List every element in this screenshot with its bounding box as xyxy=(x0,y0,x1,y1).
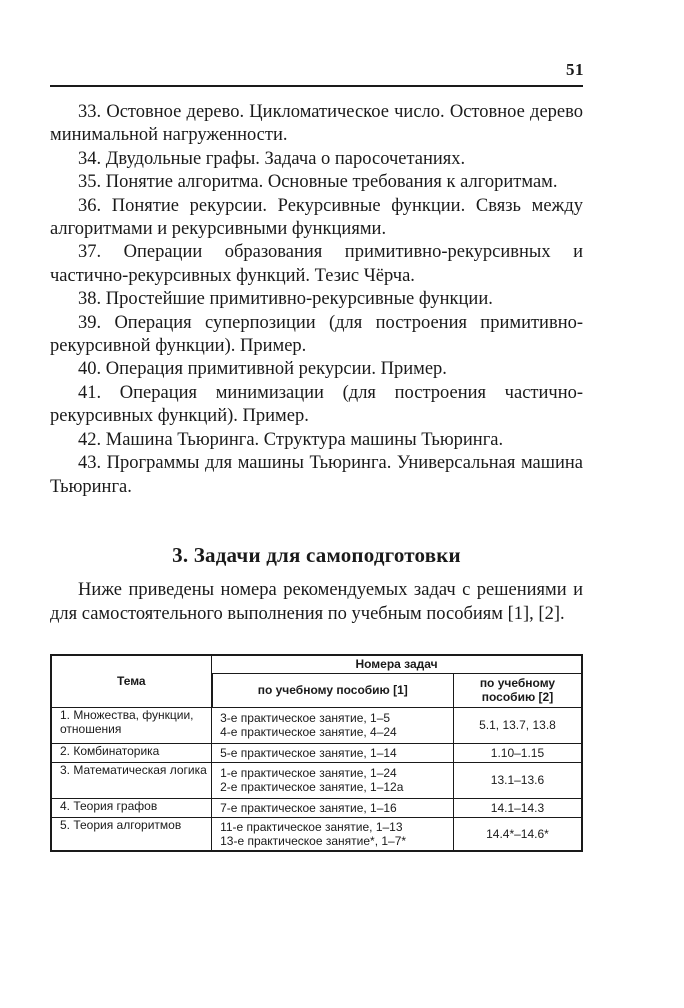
question-item: 35. Понятие алгоритма. Основные требования к алгоритмам. xyxy=(78,172,558,193)
table-row xyxy=(51,762,582,798)
topic-cell: 5. Теория алгоритмов xyxy=(51,817,212,851)
table-row xyxy=(51,798,582,817)
header-topic: Тема xyxy=(51,655,212,707)
book1-cell xyxy=(212,762,454,798)
section-intro: Ниже приведены номера рекомендуемых задач с решениями и для самостоятельного выполнения по учебным пособиям [1], [2]. xyxy=(50,580,583,624)
book1-line: 1-е практическое занятие, 1–24 xyxy=(220,766,397,780)
book1-line: 4-е практическое занятие, 4–24 xyxy=(220,725,397,739)
section-heading: 3. Задачи для самоподготовки xyxy=(172,543,461,567)
table-row xyxy=(51,743,582,762)
page-number: 51 xyxy=(566,60,584,79)
question-item: 42. Машина Тьюринга. Структура машины Тьюринга. xyxy=(78,429,504,450)
book1-cell xyxy=(212,798,454,817)
exam-questions-list xyxy=(50,101,583,499)
book1-line: 5-е практическое занятие, 1–14 xyxy=(220,745,397,760)
book1-line: 11-е практическое занятие, 1–13 xyxy=(220,819,403,834)
book1-line: 2-е практическое занятие, 1–12а xyxy=(220,780,404,794)
question-item: 36. Понятие рекурсии. Рекурсивные функции. Связь между алгоритмами и рекурсивными функциями. xyxy=(50,195,583,240)
table-row xyxy=(51,817,582,851)
question-item: 39. Операция суперпозиции (для построения примитивно-рекурсивной функции). Пример. xyxy=(50,312,583,357)
question-item: 41. Операция минимизации (для построения частично-рекурсивных функций). Пример. xyxy=(50,382,583,427)
topic-cell: 3. Математическая логика xyxy=(51,762,212,798)
table-row xyxy=(51,707,582,743)
book2-cell: 14.1–14.3 xyxy=(453,798,582,817)
header-book2: по учебному пособию [2] xyxy=(453,673,582,707)
header-rule xyxy=(50,85,583,87)
book2-cell: 1.10–1.15 xyxy=(453,743,582,762)
question-item: 43. Программы для машины Тьюринга. Универсальная машина Тьюринга. xyxy=(50,453,583,497)
question-item: 34. Двудольные графы. Задача о паросочетаниях. xyxy=(78,148,466,169)
book2-cell: 14.4*–14.6* xyxy=(453,817,582,851)
topic-cell: 2. Комбинаторика xyxy=(51,743,212,762)
book1-line: 3-е практическое занятие, 1–5 xyxy=(220,711,391,725)
book1-cell xyxy=(212,743,454,762)
question-item: 37. Операции образования примитивно-рекурсивных и частично-рекурсивных функций. Тезис Чёрча. xyxy=(50,242,583,286)
question-item: 38. Простейшие примитивно-рекурсивные функции. xyxy=(78,289,493,310)
book2-cell: 13.1–13.6 xyxy=(453,762,582,798)
header-book1: по учебному пособию [1] xyxy=(212,673,454,707)
book1-line: 13-е практическое занятие*, 1–7* xyxy=(220,833,407,848)
question-item: 33. Остовное дерево. Цикломатическое число. Остовное дерево минимальной нагруженности. xyxy=(50,102,583,146)
book1-cell xyxy=(212,817,454,851)
book1-cell xyxy=(212,707,454,743)
header-task-numbers: Номера задач xyxy=(212,655,582,673)
book2-cell: 5.1, 13.7, 13.8 xyxy=(453,707,582,743)
topic-cell: 4. Теория графов xyxy=(51,798,212,817)
tasks-table xyxy=(50,654,583,852)
book1-line: 7-е практическое занятие, 1–16 xyxy=(220,800,397,815)
topic-cell: 1. Множества, функции, отношения xyxy=(51,707,212,743)
question-item: 40. Операция примитивной рекурсии. Пример. xyxy=(78,359,447,380)
